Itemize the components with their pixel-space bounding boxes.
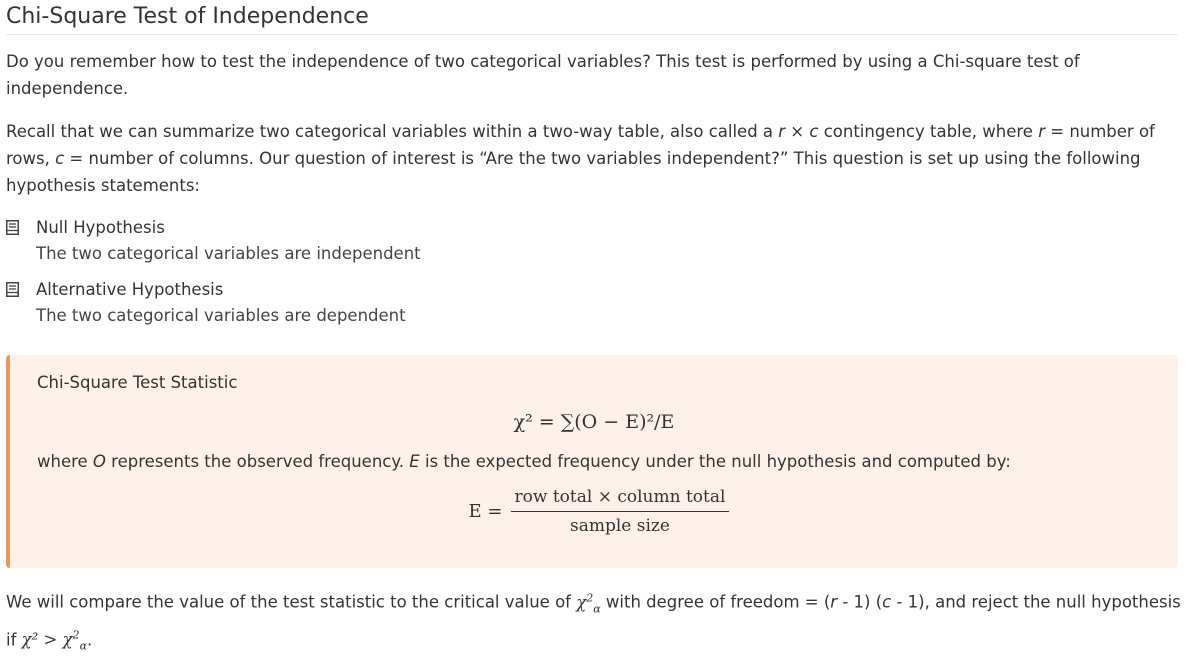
book-icon xyxy=(6,282,19,297)
callout-title: Chi-Square Test Statistic xyxy=(37,373,238,392)
where-text-1: where xyxy=(37,452,93,471)
chi-square-formula: χ² = ∑(O − E)²/E xyxy=(513,411,675,433)
recall-text-2: contingency table, where xyxy=(818,122,1039,141)
expected-frequency-formula xyxy=(10,485,1178,538)
test-statistic-callout xyxy=(6,355,1178,568)
compare-text-2: with degree of freedom = ( xyxy=(600,592,831,612)
where-text-3: is the expected frequency under the null hypothesis and computed by: xyxy=(419,452,1011,471)
intro-paragraph: Do you remember how to test the independence of two categorical variables? This test is performed by using a Chi-square test of independence. xyxy=(6,52,1080,98)
recall-text-4: = number of columns. Our question of interest is “Are the two variables independent?” This question is set up using the following hypothesis statements: xyxy=(6,149,1141,195)
critical-chi: $\chi^2_\alpha$ xyxy=(576,591,601,615)
fraction-denominator: sample size xyxy=(569,516,670,536)
rxc-term: r × c xyxy=(778,122,819,141)
compare-text-4: - 1), and reject the null hypothesis if xyxy=(6,592,1181,650)
rejection-inequality: $\chi^2 > \chi^2_\alpha$ xyxy=(21,628,88,653)
where-text xyxy=(37,449,1011,475)
observed-symbol: O xyxy=(92,452,106,471)
c-variable: c xyxy=(882,592,892,612)
r-variable: r xyxy=(1038,122,1045,141)
fraction xyxy=(511,485,730,538)
null-hypothesis xyxy=(6,216,706,268)
page-title: Chi-Square Test of Independence xyxy=(6,2,1178,35)
where-text-2: represents the observed frequency. xyxy=(105,452,410,471)
recall-text-3: = number of rows, xyxy=(6,122,1155,168)
alternative-hypothesis-title: Alternative Hypothesis xyxy=(36,280,224,299)
recall-paragraph xyxy=(6,118,1186,199)
alternative-hypothesis-text: The two categorical variables are dependent xyxy=(36,306,406,325)
alternative-hypothesis xyxy=(6,278,706,330)
null-hypothesis-title: Null Hypothesis xyxy=(36,218,165,237)
r-variable: r xyxy=(830,592,838,612)
expected-lhs: E = xyxy=(468,501,503,522)
period: . xyxy=(87,630,93,650)
compare-text-3: - 1) ( xyxy=(837,592,883,612)
expected-symbol: E xyxy=(409,452,420,471)
compare-text-1: We will compare the value of the test statistic to the critical value of xyxy=(6,592,577,612)
compare-paragraph xyxy=(6,584,1186,660)
fraction-numerator: row total × column total xyxy=(511,485,730,512)
c-variable: c xyxy=(55,149,65,168)
book-icon xyxy=(6,220,19,235)
recall-text-1: Recall that we can summarize two categorical variables within a two-way table, also called a xyxy=(6,122,779,141)
null-hypothesis-text: The two categorical variables are independent xyxy=(36,244,421,263)
